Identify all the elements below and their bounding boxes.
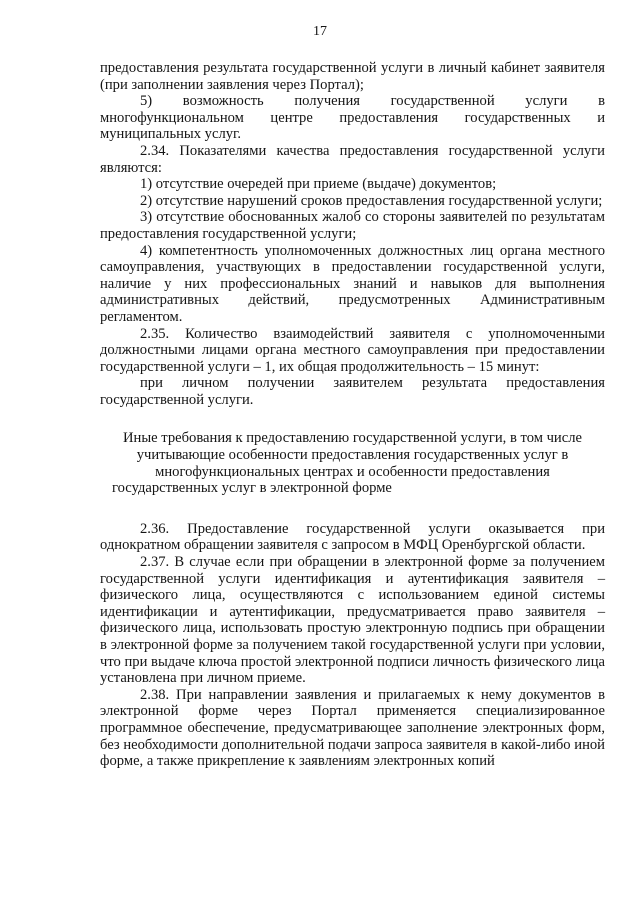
paragraph-2-36: 2.36. Предоставление государственной услуги оказывается при однократном обращении заявителя с запросом в МФЦ Оренбургской области. <box>100 520 605 554</box>
paragraph-2-34-item-1: 1) отсутствие очередей при приеме (выдаче) документов; <box>140 176 497 193</box>
paragraph-2-35: 2.35. Количество взаимодействий заявителя с уполномоченными должностными лицами органа местного самоуправления при предоставлении государственной услуги – 1, их общая продолжительность – 15 минут: <box>100 325 605 375</box>
page-number: 17 <box>313 24 327 39</box>
paragraph-item-5: 5) возможность получения государственной услуги в многофункциональном центре предоставления государственных и муниципальных услуг. <box>100 93 605 143</box>
paragraph-2-34-item-3: 3) отсутствие обоснованных жалоб со стороны заявителей по результатам предоставления государственной услуги; <box>100 209 605 242</box>
paragraph-2-34-item-2: 2) отсутствие нарушений сроков предоставления государственной услуги; <box>140 192 603 209</box>
document-body <box>100 60 605 770</box>
paragraph-2-34: 2.34. Показателями качества предоставления государственной услуги являются: <box>100 142 605 176</box>
paragraph-2-34-item-4: 4) компетентность уполномоченных должностных лиц органа местного самоуправления, участвующих в предоставлении государственной услуги, наличие у них профессиональных знаний и навыков для выполнения административных действий, предусмотренных Административным регламентом. <box>100 242 605 325</box>
section-heading: Иные требования к предоставлению государственной услуги, в том числе учитывающие особенности предоставления государственных услуг в многофункциональных центрах и особенности предоставления государственных услуг в электронной форме <box>112 430 582 497</box>
paragraph-2-37: 2.37. В случае если при обращении в электронной форме за получением государственной услуги идентификация и аутентификация заявителя – физического лица, осуществляются с использованием единой системы идентификации и аутентификации, предусматривается право заявителя – физического лица, использовать простую электронную подпись при обращении в электронной форме за получением такой государственной услуги при условии, что при выдаче ключа простой электронной подписи личность физического лица установлена при личном приеме. <box>100 554 605 687</box>
paragraph-2-35-detail: при личном получении заявителем результата предоставления государственной услуги. <box>100 375 605 408</box>
paragraph-2-38: 2.38. При направлении заявления и прилагаемых к нему документов в электронной форме через Портал применяется специализированное программное обеспечение, предусматривающее заполнение электронных форм, без необходимости дополнительной подачи запроса заявителя в какой-либо иной форме, а также прикрепление к заявлениям электронных копий <box>100 686 605 770</box>
paragraph-continuation: предоставления результата государственной услуги в личный кабинет заявителя (при заполнении заявления через Портал); <box>100 60 605 93</box>
